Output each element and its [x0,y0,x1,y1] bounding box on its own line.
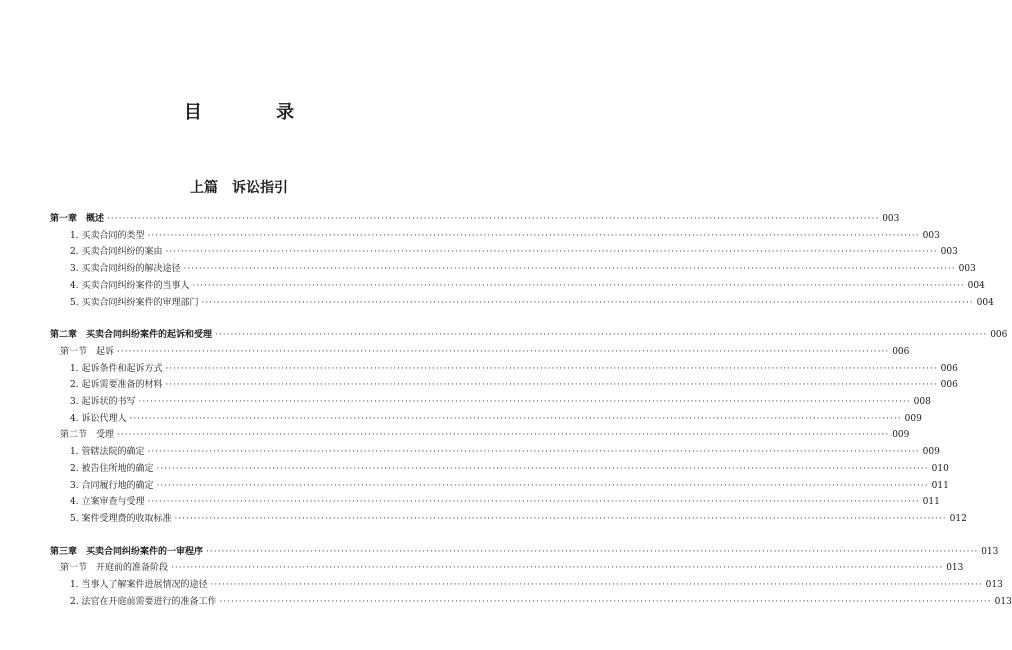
toc-entry-number: 第二节 [60,430,88,441]
dot-leader: ········································································································································································································ [174,513,947,524]
toc-entry-label [70,478,153,494]
toc-entry-page: 009 [922,447,940,458]
toc-entry-page: 003 [922,230,940,241]
dot-leader: ········································································································································································································ [129,413,902,424]
toc-entry-text: 开庭前的准备阶段 [96,563,169,574]
toc-entry-text: 买卖合同纠纷案件的一审程序 [86,546,204,557]
dot-leader: ········································································································································································································ [165,363,938,374]
dot-leader: ········································································································································································································ [183,264,956,275]
toc-entry-label [70,444,144,460]
toc-entry-label [50,544,203,560]
toc-entry-text: 1. 管辖法院的确定 [70,447,145,458]
toc-entry-label [50,327,212,343]
toc-entry[interactable] [70,411,922,427]
part-name: 上篇 [190,180,218,196]
toc-entry[interactable] [70,377,958,393]
dot-leader: ········································································································································································································ [117,430,890,441]
toc-entry-text: 4. 买卖合同纠纷案件的当事人 [70,280,190,291]
toc-entry-label [70,261,180,277]
toc-entry-page: 011 [931,480,949,491]
toc-entry-page: 006 [940,363,958,374]
toc-entry-page: 013 [985,580,1003,590]
toc-entry-number: 第二章 [50,330,78,341]
toc-entry[interactable] [50,327,1008,343]
toc-title: 目 录 [183,102,329,123]
toc-entry-label [70,295,198,311]
toc-entry-text: 起诉 [96,346,115,357]
toc-entry[interactable] [50,211,900,227]
toc-entry-page: 013 [946,563,964,574]
toc-entry[interactable] [60,560,964,576]
toc-entry-text: 3. 合同履行地的确定 [70,480,154,491]
toc-entry-page: 012 [949,513,967,524]
toc-entry-text: 1. 买卖合同的类型 [70,230,145,241]
toc-entry-text: 2. 起诉需要准备的材料 [70,380,163,391]
dot-leader: ········································································································································································································ [156,463,929,474]
toc-entry-text: 3. 买卖合同纠纷的解决途径 [70,264,181,275]
toc-entry-page: 009 [892,430,910,441]
toc-entry-label [70,494,144,510]
dot-leader: ········································································································································································································ [138,397,911,407]
dot-leader: ········································································································································································································ [165,380,938,391]
toc-entry-label [70,594,216,610]
toc-entry-page: 010 [931,463,949,474]
toc-entry-label [70,461,153,477]
toc-entry[interactable] [70,577,1003,593]
toc-entry-label [70,511,171,527]
dot-leader: ········································································································································································································ [147,497,920,508]
dot-leader: ········································································································································································································ [156,480,929,491]
toc-entry-page: 013 [981,546,999,557]
toc-entry-text: 4. 诉讼代理人 [70,413,127,424]
toc-entry-page: 008 [913,397,931,407]
toc-entry-label [60,427,114,443]
toc-entry-number: 第一节 [60,563,88,574]
toc-entry-text: 1. 当事人了解案件进展情况的途径 [70,580,208,590]
toc-entry-label [60,560,168,576]
toc-entry-label [70,228,144,244]
toc-entry-number: 第一节 [60,346,88,357]
toc-entry-label [70,278,189,294]
toc-entry-page: 004 [976,297,994,308]
toc-entry[interactable] [70,361,958,377]
toc-entry[interactable] [70,244,958,260]
toc-entry[interactable] [60,427,910,443]
toc-entry-page: 006 [892,346,910,357]
dot-leader: ········································································································································································································ [219,596,992,607]
toc-entry-page: 003 [958,264,976,275]
toc-entry-text: 3. 起诉状的书写 [70,397,136,407]
toc-entry-text: 受理 [96,430,115,441]
toc-entry-page: 009 [904,413,922,424]
toc-entry-text: 2. 被告住所地的确定 [70,463,154,474]
toc-entry-text: 2. 法官在开庭前需要进行的准备工作 [70,596,217,607]
toc-entry-page: 006 [990,330,1008,341]
toc-entry-label [70,361,162,377]
toc-entry-text: 2. 买卖合同纠纷的案由 [70,247,163,258]
dot-leader: ········································································································································································································ [147,230,920,241]
dot-leader: ········································································································································································································ [171,563,944,574]
dot-leader: ········································································································································································································ [117,346,890,357]
toc-entry-page: 013 [994,596,1012,607]
dot-leader: ········································································································································································································ [192,280,965,291]
toc-entry-text: 5. 案件受理费的收取标准 [70,513,172,524]
toc-entry-label [60,344,114,360]
toc-entry-label [70,244,162,260]
toc-entry[interactable] [50,544,999,560]
toc-entry[interactable] [70,278,985,294]
toc-entry[interactable] [70,394,931,410]
toc-entry-label [70,411,126,427]
dot-leader: ········································································································································································································ [210,580,983,590]
toc-entry[interactable] [70,228,940,244]
toc-entry-page: 004 [967,280,985,291]
toc-entry[interactable] [70,478,949,494]
toc-entry-page: 003 [882,214,900,224]
toc-entry[interactable] [70,295,994,311]
toc-entry[interactable] [70,444,940,460]
dot-leader: ········································································································································································································ [201,297,974,308]
toc-entry[interactable] [70,511,967,527]
toc-entry-label [70,377,162,393]
toc-entry-text: 买卖合同纠纷案件的起诉和受理 [86,330,213,341]
toc-entry-page: 011 [922,497,940,508]
dot-leader: ········································································································································································································ [215,330,988,341]
toc-entry-number: 第三章 [50,546,78,557]
toc-entry-text: 4. 立案审查与受理 [70,497,145,508]
dot-leader: ········································································································································································································ [165,247,938,258]
toc-entry[interactable] [70,461,949,477]
dot-leader: ········································································································································································································ [107,214,880,224]
toc-entry-label [70,577,207,593]
toc-entry-text: 5. 买卖合同纠纷案件的审理部门 [70,297,199,308]
toc-entry-text: 概述 [86,214,105,224]
part-subtitle: 诉讼指引 [232,180,288,196]
toc-entry-page: 003 [940,247,958,258]
toc-entry[interactable] [70,594,1012,610]
toc-entry-page: 006 [940,380,958,391]
toc-entry[interactable] [70,494,940,510]
dot-leader: ········································································································································································································ [206,546,979,557]
toc-entry-text: 1. 起诉条件和起诉方式 [70,363,163,374]
toc-entry-label [50,211,104,227]
toc-entry[interactable] [60,344,910,360]
toc-entry-number: 第一章 [50,214,78,224]
dot-leader: ········································································································································································································ [147,447,920,458]
toc-entry[interactable] [70,261,976,277]
toc-entry-label [70,394,135,410]
